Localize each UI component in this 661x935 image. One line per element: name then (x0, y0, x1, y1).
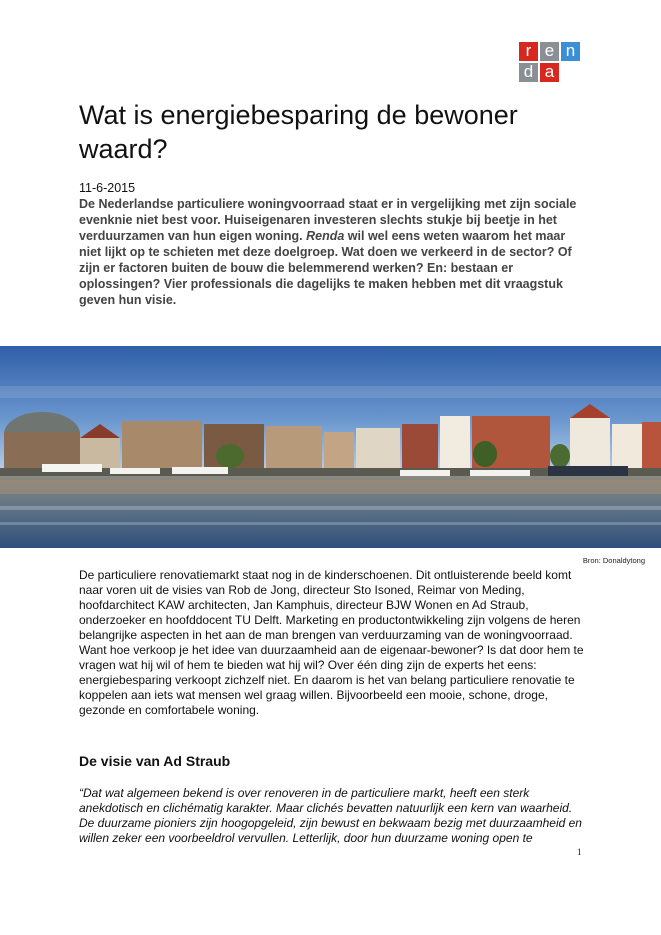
article-date: 11-6-2015 (79, 181, 136, 195)
section-heading: De visie van Ad Straub (79, 753, 231, 769)
photo-credit: Bron: Donaldytong (582, 556, 645, 565)
renda-logo (519, 42, 581, 82)
logo-letter-a: a (540, 63, 559, 82)
article-title: Wat is energiebesparing de bewoner waard? (79, 100, 518, 164)
article-body: De particuliere renovatiemarkt staat nog in de kinderschoenen. Dit ontluisterende beeld komt naar voren uit de visies van Rob de Jong, directeur Sto Isoned, Reimar von Meding, hoofdarchitect KAW architecten, Jan Kamphuis, directeur BJW Wonen en Ad Straub, onderzoeker en hoofddocent TU Delft. Marketing en productontwikkeling zijn volgens de heren belangrijke aspecten in het aan de man brengen van verduurzaming van de woningvoorraad. Want hoe verkoop je het idee van duurzaamheid aan de eigenaar-bewoner? Is dat door hem te vragen wat hij wil of hem te bieden wat hij wil? Over één ding zijn de experts het eens: energiebesparing verkoopt zichzelf niet. En daarom is het van belang particuliere renovatie te koppelen aan iets wat mensen wel graag willen. Bijvoorbeeld een mooie, schone, droge, gezonde en comfortabele woning. (79, 568, 584, 717)
canal-photo (0, 346, 661, 548)
logo-letter-e: e (540, 42, 559, 61)
expert-quote: “Dat wat algemeen bekend is over renoveren in de particuliere markt, heeft een sterk anekdotisch en clichématig karakter. Maar clichés bevatten natuurlijk een kern van waarheid. De duurzame pioniers zijn hoogopgeleid, zijn bewust en bekwaam bezig met duurzaamheid en willen zeker een voorbeeldrol vervullen. Letterlijk, door hun duurzame woning open te (79, 786, 582, 845)
intro-text-1: De Nederlandse particuliere woningvoorraad staat er in vergelijking met zijn sociale evenknie niet best voor. Huiseigenaren investeren slechts stukje bij beetje in het verduurzamen van hun eigen woning. (79, 197, 577, 243)
intro-text-2: wil wel eens weten waarom het maar niet lijkt op te schieten met deze doelgroep. Wat doen we verkeerd in de sector? Of zijn er factoren buiten de bouw die belemmerend werken? En: bestaan er oplossingen? Vier professionals die dagelijks te maken hebben met dit vraagstuk geven hun visie. (79, 229, 572, 307)
article-intro (79, 196, 579, 308)
logo-letter-n: n (561, 42, 580, 61)
intro-brand: Renda (306, 229, 345, 243)
page-number: 1 (577, 847, 582, 857)
logo-letter-d: d (519, 63, 538, 82)
logo-letter-r: r (519, 42, 538, 61)
